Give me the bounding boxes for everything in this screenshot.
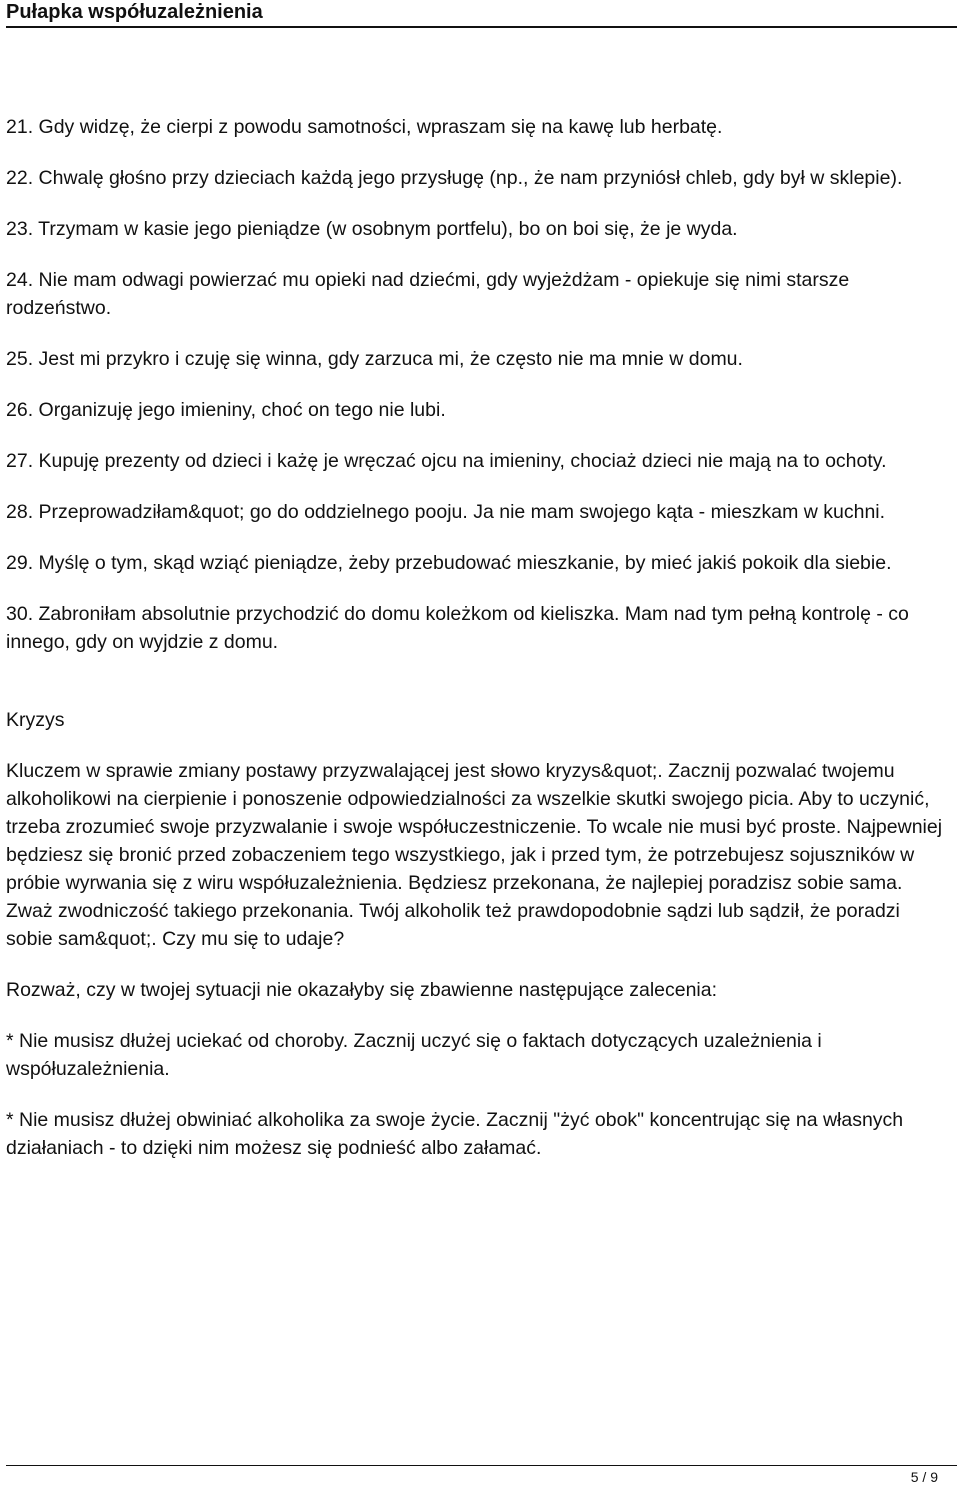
list-item-28: 28. Przeprowadziłam&quot; go do oddzielnego pooju. Ja nie mam swojego kąta - mieszkam w kuchni.	[6, 501, 886, 523]
section-paragraph: Rozważ, czy w twojej sytuacji nie okazałyby się zbawienne następujące zalecenia:	[6, 979, 718, 1001]
document-body	[6, 113, 951, 1185]
list-item-29: 29. Myślę o tym, skąd wziąć pieniądze, żeby przebudować mieszkanie, by mieć jakiś pokoik dla siebie.	[6, 552, 892, 574]
page-header	[0, 0, 960, 26]
list-item-22: 22. Chwalę głośno przy dzieciach każdą jego przysługę (np., że nam przyniósł chleb, gdy był w sklepie).	[6, 167, 903, 189]
footer-divider	[6, 1465, 957, 1466]
page-title: Pułapka współuzależnienia	[6, 1, 263, 23]
section-paragraph: * Nie musisz dłużej uciekać od choroby. Zacznij uczyć się o faktach dotyczących uzależnienia i współuzależnienia.	[6, 1030, 822, 1080]
page-number: 5 / 9	[910, 1469, 938, 1485]
list-item-27: 27. Kupuję prezenty od dzieci i każę je wręczać ojcu na imieniny, chociaż dzieci nie mają na to ochoty.	[6, 450, 887, 472]
list-item-30: 30. Zabroniłam absolutnie przychodzić do domu koleżkom od kieliszka. Mam nad tym pełną kontrolę - co innego, gdy on wyjdzie z domu.	[6, 603, 909, 653]
section-heading: Kryzys	[6, 709, 65, 731]
list-item-25: 25. Jest mi przykro i czuję się winna, gdy zarzuca mi, że często nie ma mnie w domu.	[6, 348, 743, 370]
header-divider	[6, 26, 957, 28]
list-item-23: 23. Trzymam w kasie jego pieniądze (w osobnym portfelu), bo on boi się, że je wyda.	[6, 218, 738, 240]
list-item-21: 21. Gdy widzę, że cierpi z powodu samotności, wpraszam się na kawę lub herbatę.	[6, 116, 723, 138]
section-paragraph: Kluczem w sprawie zmiany postawy przyzwalającej jest słowo kryzys&quot;. Zacznij pozwalać twojemu alkoholikowi na cierpienie i ponoszenie odpowiedzialności za wszelkie skutki swojego picia. Aby to uczynić, trzeba zrozumieć swoje przyzwalanie i swoje współuczestniczenie. To wcale nie musi być proste. Najpewniej będziesz się bronić przed zobaczeniem tego wszystkiego, jak i przed tym, że potrzebujesz sojuszników w próbie wyrwania się z wiru współuzależnienia. Będziesz przekonana, że najlepiej poradzisz sobie sama. Zważ zwodniczość takiego przekonania. Twój alkoholik też prawdopodobnie sądzi lub sądził, że poradzi sobie sam&quot;. Czy mu się to udaje?	[6, 760, 943, 950]
list-item-26: 26. Organizuję jego imieniny, choć on tego nie lubi.	[6, 399, 446, 421]
section-paragraph: * Nie musisz dłużej obwiniać alkoholika za swoje życie. Zacznij "żyć obok" koncentrując się na własnych działaniach - to dzięki nim możesz się podnieść albo załamać.	[6, 1109, 904, 1159]
list-item-24: 24. Nie mam odwagi powierzać mu opieki nad dziećmi, gdy wyjeżdżam - opiekuje się nimi starsze rodzeństwo.	[6, 269, 850, 319]
